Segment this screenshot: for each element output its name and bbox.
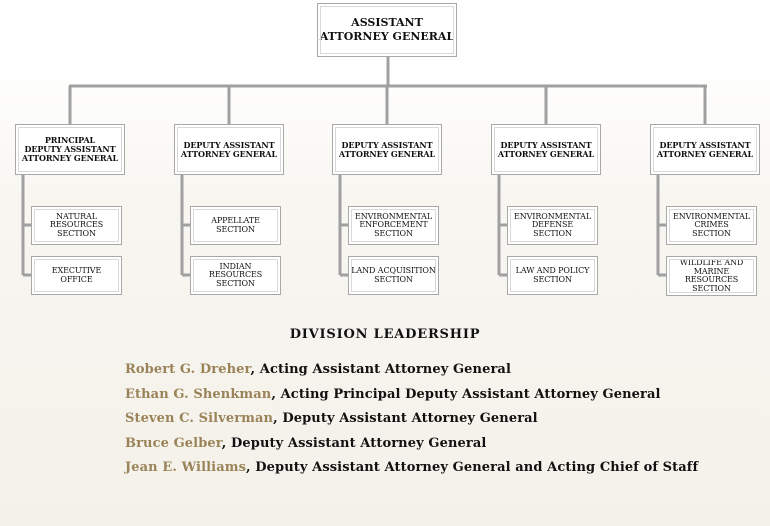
section-box-1-1 — [31, 206, 122, 245]
deputy-box-1-line: PRINCIPAL — [44, 135, 96, 145]
leader-row — [125, 411, 698, 436]
leader-role: , Deputy Assistant Attorney General — [221, 435, 487, 451]
section-box-1-1-line: SECTION — [57, 228, 96, 238]
section-box-5-2-line: WILDLIFE AND — [679, 258, 744, 267]
deputy-box-4-line: ATTORNEY GENERAL — [497, 148, 595, 159]
deputy-box-2-line: ATTORNEY GENERAL — [180, 148, 278, 159]
assistant-attorney-general-box-line: ASSISTANT — [351, 16, 423, 29]
section-box-2-1 — [190, 206, 281, 245]
deputy-box-3 — [332, 124, 442, 175]
section-box-5-1 — [666, 206, 757, 245]
deputy-box-5 — [650, 124, 760, 175]
section-box-1-2-line: OFFICE — [60, 274, 93, 284]
section-box-4-2-line: SECTION — [533, 274, 572, 284]
deputy-box-4 — [491, 124, 601, 175]
leader-row — [125, 436, 698, 461]
section-box-5-2-line: RESOURCES — [684, 275, 739, 284]
deputy-box-1 — [15, 124, 125, 175]
section-box-5-1-line: ENVIRONMENTAL — [672, 211, 751, 221]
section-box-3-1-line: ENFORCEMENT — [359, 220, 428, 230]
deputy-box-3-line: DEPUTY ASSISTANT — [341, 139, 433, 150]
deputy-box-1-line: ATTORNEY GENERAL — [21, 153, 119, 163]
section-box-4-2 — [507, 256, 598, 295]
deputy-box-3-line: ATTORNEY GENERAL — [338, 148, 436, 159]
deputy-box-5-line: ATTORNEY GENERAL — [656, 148, 754, 159]
assistant-attorney-general-box-line: ATTORNEY GENERAL — [319, 30, 455, 43]
section-box-3-1 — [348, 206, 439, 245]
leadership-list — [125, 362, 698, 485]
leader-role: , Acting Assistant Attorney General — [250, 362, 511, 377]
section-box-3-1-line: ENVIRONMENTAL — [354, 211, 433, 221]
leader-row — [125, 387, 698, 412]
leader-row — [125, 362, 698, 387]
section-box-2-1-line: APPELLATE — [211, 216, 260, 225]
deputy-box-1-line: DEPUTY ASSISTANT — [24, 144, 116, 154]
leader-role: , Acting Principal Deputy Assistant Attorney General — [271, 386, 661, 402]
section-box-1-2 — [31, 256, 122, 295]
section-box-2-2-line: INDIAN — [219, 261, 252, 271]
section-box-5-2 — [666, 256, 757, 296]
section-box-1-1-line: NATURAL — [56, 211, 97, 221]
section-box-3-2 — [348, 256, 439, 295]
section-box-4-2-line: LAW AND POLICY — [515, 266, 590, 275]
section-box-1-2-line: EXECUTIVE — [51, 266, 102, 275]
section-box-5-2-line: MARINE — [693, 266, 730, 276]
section-box-2-2-line: SECTION — [216, 278, 255, 288]
assistant-attorney-general-box — [317, 3, 457, 57]
section-box-1-1-line: RESOURCES — [49, 220, 104, 230]
deputy-box-5-line: DEPUTY ASSISTANT — [659, 139, 751, 150]
deputy-box-2-line: DEPUTY ASSISTANT — [183, 139, 275, 150]
section-box-4-1 — [507, 206, 598, 245]
leader-name: Bruce Gelber — [125, 435, 222, 451]
section-box-2-1-line: SECTION — [216, 224, 255, 234]
section-box-3-2-line: SECTION — [374, 274, 413, 284]
leader-role: , Deputy Assistant Attorney General — [273, 411, 538, 426]
leadership-title: DIVISION LEADERSHIP — [289, 327, 481, 342]
deputy-box-4-line: DEPUTY ASSISTANT — [500, 139, 592, 150]
leader-name: Ethan G. Shenkman — [125, 386, 272, 402]
deputy-box-2 — [174, 124, 284, 175]
section-box-4-1-line: SECTION — [533, 228, 572, 238]
leader-row — [125, 460, 698, 485]
section-box-4-1-line: ENVIRONMENTAL — [513, 211, 592, 221]
section-box-3-2-line: LAND ACQUISITION — [351, 266, 436, 275]
section-box-4-1-line: DEFENSE — [531, 220, 574, 230]
section-box-5-1-line: SECTION — [692, 228, 731, 238]
section-box-5-2-line: SECTION — [692, 283, 731, 293]
section-box-5-1-line: CRIMES — [694, 220, 729, 230]
section-box-2-2 — [190, 256, 281, 295]
section-box-2-2-line: RESOURCES — [208, 270, 263, 280]
leader-name: Steven C. Silverman — [125, 411, 274, 426]
leader-name: Robert G. Dreher — [125, 362, 251, 377]
section-box-3-1-line: SECTION — [374, 228, 413, 238]
leader-role: , Deputy Assistant Attorney General and Acting Chief of Staff — [246, 460, 699, 475]
leader-name: Jean E. Williams — [125, 460, 247, 475]
